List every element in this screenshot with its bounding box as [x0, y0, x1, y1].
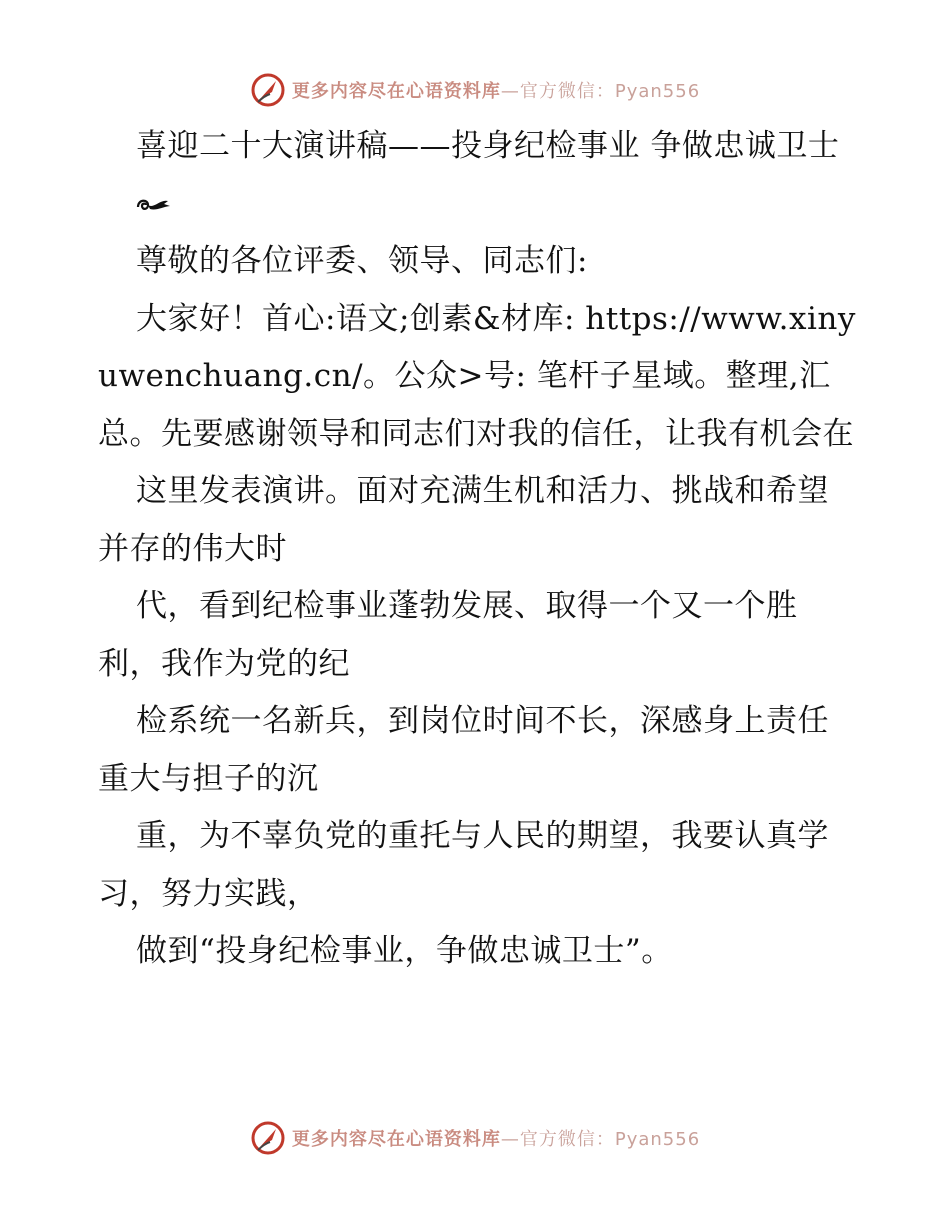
- quill-logo-icon: [250, 72, 286, 108]
- paragraph: 大家好！首心:语文;创素&材库: https://www.xinyuwenchuang.cn/。公众>号: 笔杆子星域。整理,汇总。先要感谢领导和同志们对我的信任，让我有机会在: [98, 300, 856, 452]
- paragraph: 重，为不辜负党的重托与人民的期望，我要认真学习，努力实践，: [98, 818, 829, 912]
- paragraph: 检系统一名新兵，到岗位时间不长，深感身上责任重大与担子的沉: [98, 703, 829, 797]
- watermark-banner-top: [0, 70, 950, 110]
- paragraph: 尊敬的各位评委、领导、同志们:: [136, 243, 588, 279]
- watermark-text: 更多内容尽在心语资料库—官方微信：Pyan556: [291, 1129, 701, 1150]
- quill-logo-icon: [250, 1120, 286, 1156]
- document-title: 喜迎二十大演讲稿——投身纪检事业 争做忠诚卫士: [136, 128, 840, 164]
- flourish-ornament-icon: [98, 176, 858, 234]
- paragraph: 代，看到纪检事业蓬勃发展、取得一个又一个胜利，我作为党的纪: [98, 588, 798, 682]
- paragraph: 做到“投身纪检事业，争做忠诚卫士”。: [136, 933, 673, 969]
- document-body: [98, 118, 858, 981]
- watermark-text: 更多内容尽在心语资料库—官方微信：Pyan556: [291, 81, 701, 102]
- watermark-banner-bottom: [0, 1118, 950, 1158]
- paragraph: 这里发表演讲。面对充满生机和活力、挑战和希望并存的伟大时: [98, 473, 829, 567]
